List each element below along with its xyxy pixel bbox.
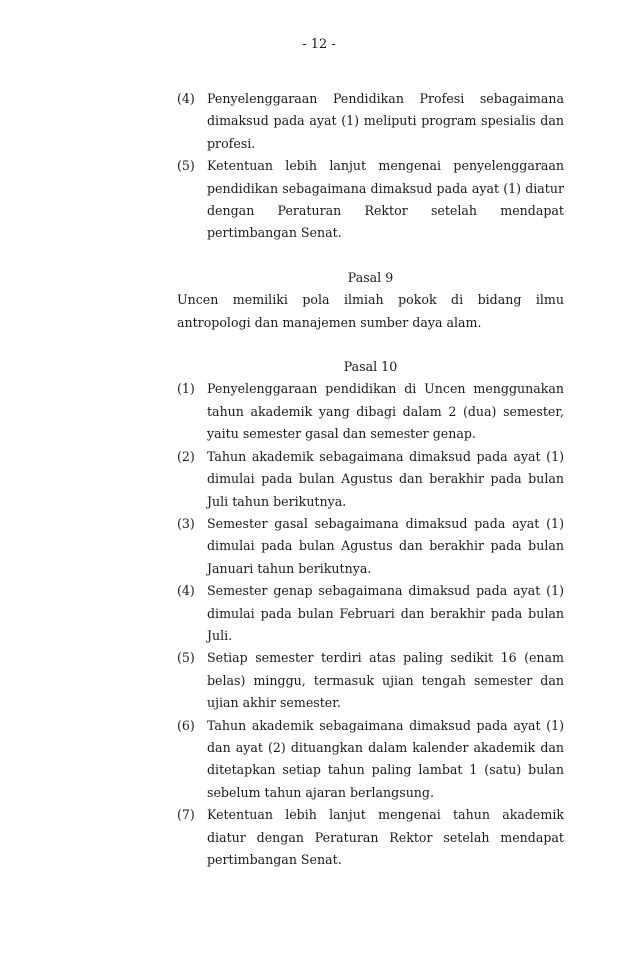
item-number: (5) — [177, 158, 195, 174]
list-item — [177, 88, 564, 155]
item-number: (7) — [177, 807, 195, 823]
item-number: (6) — [177, 717, 195, 733]
article-paragraph: Uncen memiliki pola ilmiah pokok di bidang ilmu antropologi dan manajemen sumber daya alam. — [177, 292, 564, 330]
list-item — [177, 378, 564, 445]
article-heading: Pasal 9 — [347, 269, 394, 285]
list-item — [177, 804, 564, 871]
item-text: Semester gasal sebagaimana dimaksud pada ayat (1) dimulai pada bulan Agustus dan berakhir pada bulan Januari tahun berikutnya. — [207, 515, 564, 576]
item-number: (4) — [177, 583, 195, 599]
list-item — [177, 715, 564, 805]
item-number: (2) — [177, 448, 195, 464]
item-text: Ketentuan lebih lanjut mengenai tahun akademik diatur dengan Peraturan Rektor setelah mendapat pertimbangan Senat. — [207, 807, 564, 867]
list-item — [177, 580, 564, 647]
item-number: (3) — [177, 515, 195, 531]
list-item — [177, 446, 564, 513]
spacer — [177, 334, 564, 356]
item-text: Penyelenggaraan pendidikan di Uncen menggunakan tahun akademik yang dibagi dalam 2 (dua) semester, yaitu semester gasal dan semester genap. — [207, 381, 564, 442]
item-number: (4) — [177, 91, 195, 106]
item-text: Tahun akademik sebagaimana dimaksud pada ayat (1) dan ayat (2) dituangkan dalam kalender akademik dan ditetapkan setiap tahun paling lambat 1 (satu) bulan sebelum tahun ajaran berlangsung. — [207, 717, 564, 800]
list-item — [177, 513, 564, 580]
document-body — [177, 88, 564, 871]
item-number: (5) — [177, 650, 195, 666]
item-text: Tahun akademik sebagaimana dimaksud pada ayat (1) dimulai pada bulan Agustus dan berakhir pada bulan Juli tahun berikutnya. — [207, 448, 564, 509]
list-item — [177, 155, 564, 245]
item-text: Ketentuan lebih lanjut mengenai penyelenggaraan pendidikan sebagaimana dimaksud pada ayat (1) diatur dengan Peraturan Rektor setelah mendapat pertimbangan Senat. — [207, 158, 564, 241]
item-text: Semester genap sebagaimana dimaksud pada ayat (1) dimulai pada bulan Februari dan berakhir pada bulan Juli. — [207, 583, 564, 643]
spacer — [177, 245, 564, 267]
list-item — [177, 647, 564, 714]
page-number: - 12 - — [302, 37, 336, 52]
item-number: (1) — [177, 381, 195, 397]
article-heading: Pasal 10 — [343, 359, 398, 375]
item-text: Setiap semester terdiri atas paling sedikit 16 (enam belas) minggu, termasuk ujian tengah semester dan ujian akhir semester. — [207, 650, 564, 711]
item-text: Penyelenggaraan Pendidikan Profesi sebagaimana dimaksud pada ayat (1) meliputi program spesialis dan profesi. — [207, 91, 564, 151]
